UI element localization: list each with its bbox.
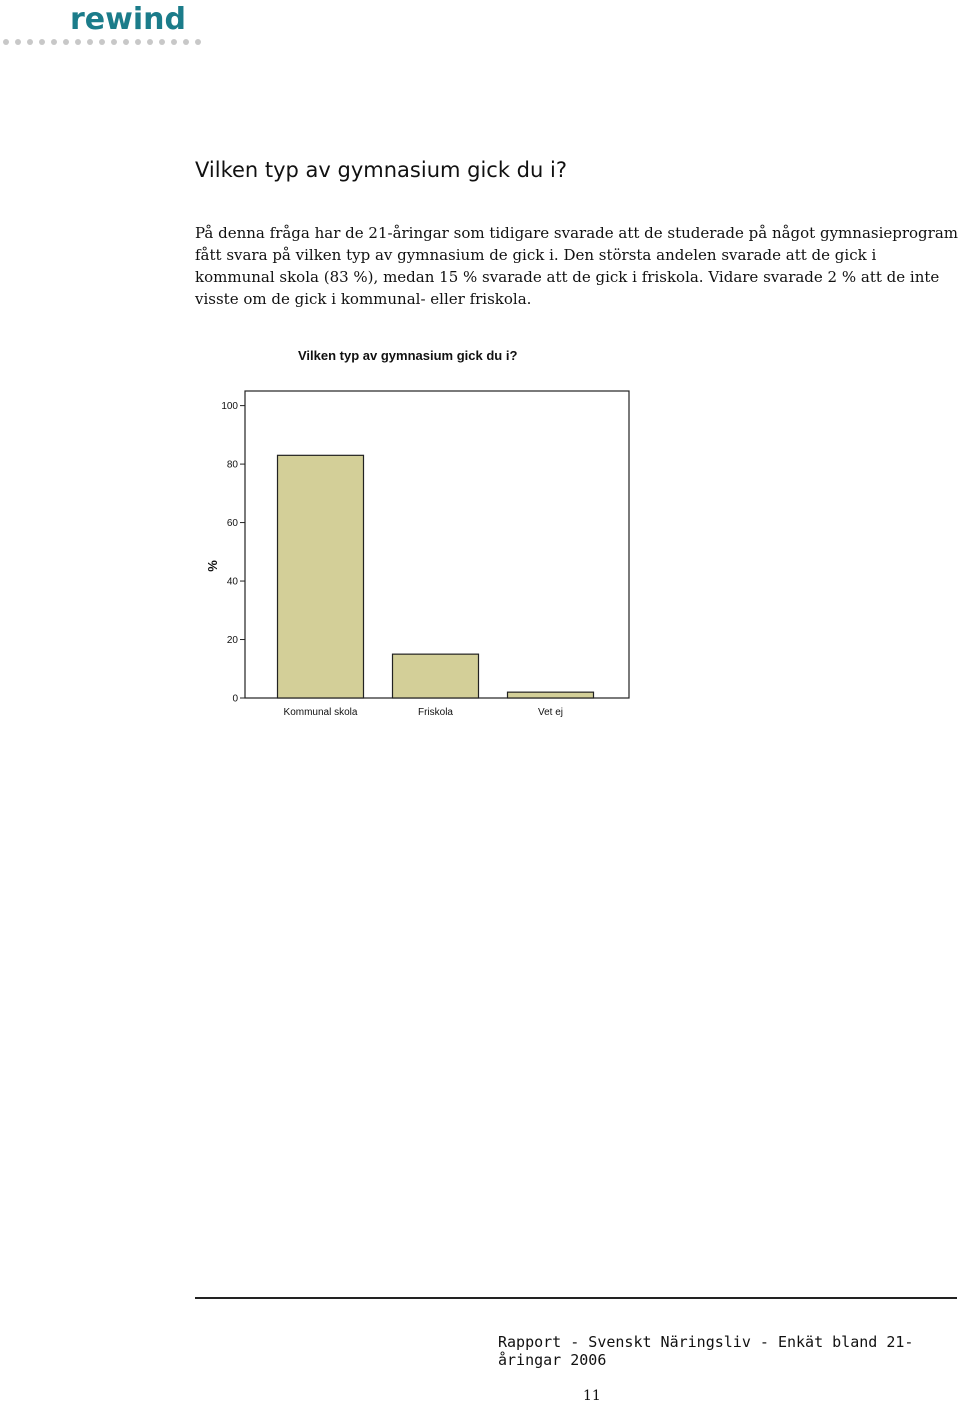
y-axis-label: %: [205, 560, 220, 572]
x-label-kommunal-skola: Kommunal skola: [283, 707, 358, 718]
footer-divider: [195, 1297, 957, 1299]
page-heading: Vilken typ av gymnasium gick du i?: [195, 158, 567, 182]
bar-kommunal-skola: [278, 455, 364, 698]
logo-text: rewind: [70, 2, 186, 37]
y-tick-label-3: 60: [226, 518, 238, 530]
x-axis-labels: [284, 707, 563, 718]
y-tick-label-5: 100: [221, 401, 238, 413]
page-number: 11: [583, 1388, 601, 1404]
y-tick-label-1: 20: [226, 635, 238, 647]
x-label-vet-ej: Vet ej: [537, 707, 564, 718]
y-tick-label-0: 0: [232, 693, 238, 705]
bars: [278, 455, 594, 698]
chart-title: Vilken typ av gymnasium gick du i?: [298, 348, 518, 363]
logo-dots-decoration: [2, 38, 202, 48]
bar-friskola: [393, 654, 479, 698]
body-paragraph: På denna fråga har de 21-åringar som tidigare svarade att de studerade på något gymnasieprogram fått svara på vilken typ av gymnasium de gick i. Den största andelen svarade att de gick i kommunal skola (83 %), medan 15 % svarade att de gick i friskola. Vidare svarade 2 % att de inte visste om de gick i kommunal- eller friskola.: [195, 224, 959, 308]
footer-text: Rapport - Svenskt Näringsliv - Enkät bland 21-åringar 2006: [498, 1333, 914, 1369]
rewind-logo: [70, 0, 200, 50]
y-tick-label-4: 80: [226, 459, 238, 471]
y-axis: [221, 401, 245, 704]
x-label-friskola: Friskola: [417, 707, 454, 718]
y-tick-label-2: 40: [226, 576, 238, 588]
bar-chart: [190, 380, 640, 725]
bar-vet-ej: [508, 692, 594, 698]
